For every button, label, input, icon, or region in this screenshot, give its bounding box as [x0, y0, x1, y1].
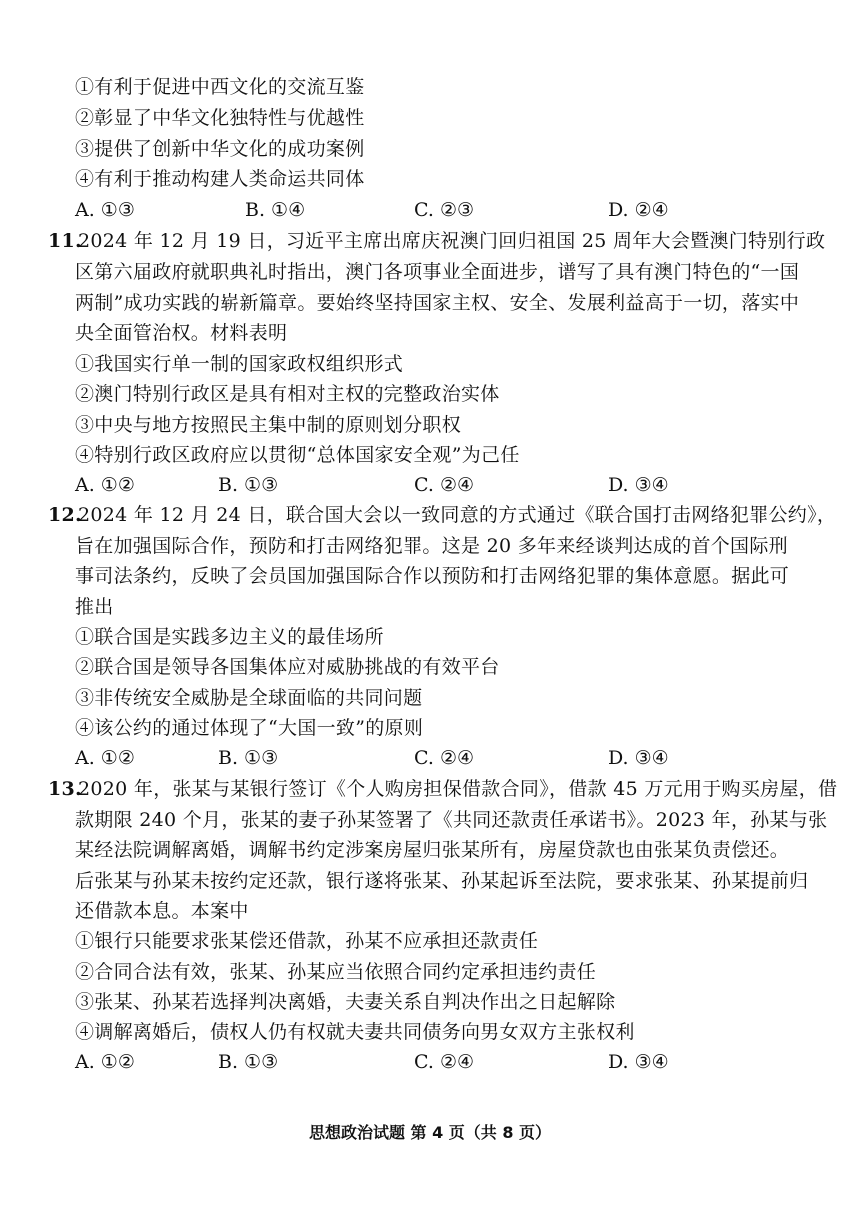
q13-stem-line-3: 某经法院调解离婚，调解书约定涉案房屋归张某所有，房屋贷款也由张某负责偿还。 — [75, 839, 790, 861]
q12-stem-line-4: 推出 — [75, 596, 114, 618]
q12-item-2: ②联合国是领导各国集体应对威胁挑战的有效平台 — [75, 656, 500, 678]
q12-item-1: ①联合国是实践多边主义的最佳场所 — [75, 626, 384, 648]
q10-item-1: ①有利于促进中西文化的交流互鉴 — [75, 76, 365, 98]
q10-item-3: ③提供了创新中华文化的成功案例 — [75, 138, 365, 160]
q11-number: 11. — [48, 230, 82, 252]
q10-option-b: B. ①④ — [245, 199, 306, 221]
q12-item-4: ④该公约的通过体现了“大国一致”的原则 — [75, 717, 424, 739]
page-footer: 思想政治试题 第 4 页（共 8 页） — [308, 1123, 552, 1142]
q12-stem-line-1: 2024 年 12 月 24 日，联合国大会以一致同意的方式通过《联合国打击网络犯罪公约》， — [78, 504, 837, 526]
q11-option-d: D. ③④ — [608, 474, 669, 496]
q11-option-b: B. ①③ — [218, 474, 279, 496]
q13-option-a: A. ①② — [75, 1051, 135, 1073]
q10-option-d: D. ②④ — [608, 199, 669, 221]
q13-item-4: ④调解离婚后，债权人仍有权就夫妻共同债务向男女双方主张权利 — [75, 1021, 635, 1043]
q11-stem-line-1: 2024 年 12 月 19 日，习近平主席出席庆祝澳门回归祖国 25 周年大会暨澳门特别行政 — [78, 230, 826, 252]
q11-item-1: ①我国实行单一制的国家政权组织形式 — [75, 353, 404, 375]
q11-item-2: ②澳门特别行政区是具有相对主权的完整政治实体 — [75, 383, 500, 405]
q11-stem-line-4: 央全面管治权。材料表明 — [75, 322, 288, 344]
q11-stem-line-2: 区第六届政府就职典礼时指出，澳门各项事业全面进步，谱写了具有澳门特色的“一国 — [75, 261, 800, 283]
q13-item-2: ②合同合法有效，张某、孙某应当依照合同约定承担违约责任 — [75, 961, 597, 983]
q13-item-1: ①银行只能要求张某偿还借款，孙某不应承担还款责任 — [75, 930, 539, 952]
q12-stem-line-2: 旨在加强国际合作，预防和打击网络犯罪。这是 20 多年来经谈判达成的首个国际刑 — [75, 535, 788, 557]
q13-stem-line-4: 后张某与孙某未按约定还款，银行遂将张某、孙某起诉至法院，要求张某、孙某提前归 — [75, 870, 809, 892]
q12-option-b: B. ①③ — [218, 747, 279, 769]
q11-option-a: A. ①② — [75, 474, 135, 496]
q13-number: 13. — [48, 778, 82, 800]
q11-item-4: ④特别行政区政府应以贯彻“总体国家安全观”为己任 — [75, 444, 520, 466]
q12-option-d: D. ③④ — [608, 747, 669, 769]
q12-option-a: A. ①② — [75, 747, 135, 769]
q10-item-4: ④有利于推动构建人类命运共同体 — [75, 168, 365, 190]
q13-stem-line-2: 款期限 240 个月，张某的妻子孙某签署了《共同还款责任承诺书》。2023 年，孙某与张 — [75, 809, 828, 831]
q13-item-3: ③张某、孙某若选择判决离婚，夫妻关系自判决作出之日起解除 — [75, 991, 616, 1013]
q10-option-c: C. ②③ — [414, 199, 475, 221]
q11-stem-line-3: 两制”成功实践的崭新篇章。要始终坚持国家主权、安全、发展利益高于一切，落实中 — [75, 292, 800, 314]
q13-option-c: C. ②④ — [414, 1051, 475, 1073]
q13-option-b: B. ①③ — [218, 1051, 279, 1073]
q11-option-c: C. ②④ — [414, 474, 475, 496]
q13-stem-line-5: 还借款本息。本案中 — [75, 900, 249, 922]
q10-item-2: ②彰显了中华文化独特性与优越性 — [75, 107, 365, 129]
q12-option-c: C. ②④ — [414, 747, 475, 769]
q13-option-d: D. ③④ — [608, 1051, 669, 1073]
q12-item-3: ③非传统安全威胁是全球面临的共同问题 — [75, 687, 423, 709]
q10-option-a: A. ①③ — [75, 199, 135, 221]
q13-stem-line-1: 2020 年，张某与某银行签订《个人购房担保借款合同》，借款 45 万元用于购买房屋，借 — [78, 778, 838, 800]
q12-stem-line-3: 事司法条约，反映了会员国加强国际合作以预防和打击网络犯罪的集体意愿。据此可 — [75, 565, 790, 587]
q11-item-3: ③中央与地方按照民主集中制的原则划分职权 — [75, 414, 462, 436]
q12-number: 12. — [48, 504, 82, 526]
